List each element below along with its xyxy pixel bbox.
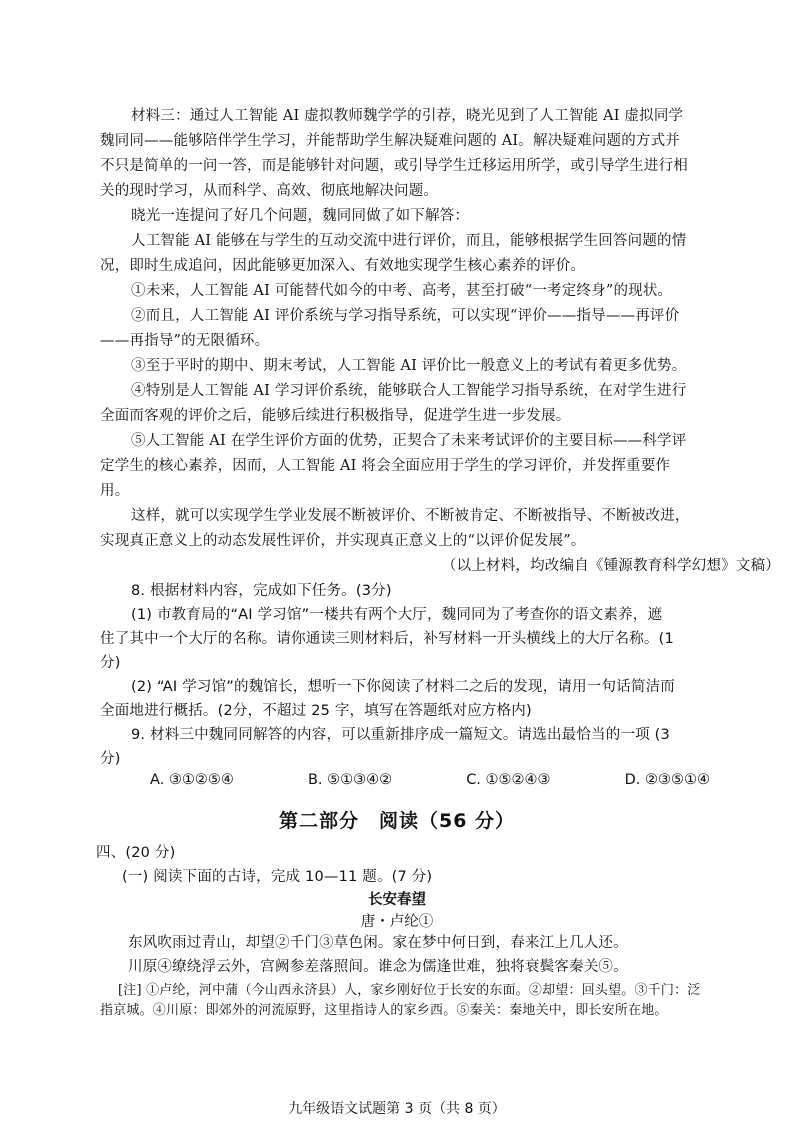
answer-item-4: 全面而客观的评价之后，能够后续进行积极指导，促进学生进一步发展。 — [100, 408, 571, 424]
poem-note: 指京城。④川原：即郊外的河流原野，这里指诗人的家乡西。⑤秦关：秦地关中，即长安所在地。 — [100, 1003, 668, 1018]
question-8-sub1: 住了其中一个大厅的名称。请你通读三则材料后，补写材料一开头横线上的大厅名称。(1 — [100, 631, 674, 647]
question-8-sub1: (1) 市教育局的“AI 学习馆”一楼共有两个大厅，魏同同为了考查你的语文素养，遮 — [131, 607, 663, 623]
option-b: B. ⑤①③④② — [307, 772, 393, 788]
material3-line: 材料三：通过人工智能 AI 虚拟教师魏学学的引荐，晓光见到了人工智能 AI 虚拟同学 — [131, 108, 684, 124]
poem-title: 长安春望 — [368, 892, 426, 908]
section-4-heading: 四、(20 分) — [96, 845, 176, 861]
poem-line: 东风吹雨过青山，却望②千门③草色闲。家在梦中何日到，春来江上几人还。 — [128, 935, 628, 951]
answer-item-4: ④特别是人工智能 AI 学习评价系统，能够联合人工智能学习指导系统，在对学生进行 — [131, 383, 687, 399]
answer-item-3: ③至于平时的期中、期末考试，人工智能 AI 评价比一般意义上的考试有着更多优势。 — [131, 358, 687, 374]
answer-item-5: 定学生的核心素养，因而，人工智能 AI 将会全面应用于学生的学习评价，并发挥重要作 — [100, 458, 671, 474]
material3-line: 关的现时学习，从而科学、高效、彻底地解决问题。 — [100, 183, 439, 199]
material3-line: 况，即时生成追问，因此能够更加深入、有效地实现学生核心素养的评价。 — [100, 258, 586, 274]
material3-line: 晓光一连提问了好几个问题，魏同同做了如下解答： — [131, 208, 470, 224]
answer-item-2: ②而且，人工智能 AI 评价系统与学习指导系统，可以实现“评价——指导——再评价 — [131, 308, 680, 324]
page-footer: 九年级语文试题第 3 页（共 8 页） — [288, 1101, 506, 1117]
question-8-sub2: 全面地进行概括。(2分，不超过 25 字，填写在答题纸对应方格内) — [100, 703, 532, 719]
section-4-subheading: (一) 阅读下面的古诗，完成 10—11 题。(7 分) — [122, 869, 433, 885]
poem-note: [注] ①卢纶，河中蒲（今山西永济县）人，家乡刚好位于长安的东面。②却望：回头望。③千门：泛 — [118, 983, 701, 998]
material3-line: 魏同同——能够陪伴学生学习，并能帮助学生解决疑难问题的 AI。解决疑难问题的方式并 — [100, 133, 681, 149]
answer-item-1: ①未来，人工智能 AI 可能替代如今的中考、高考，甚至打破“一考定终身”的现状。 — [131, 283, 673, 299]
source-citation: （以上材料，均改编自《锺源教育科学幻想》文稿） — [441, 558, 780, 574]
question-8-sub1: 分) — [100, 655, 121, 671]
question-9-stem: 分) — [100, 751, 121, 767]
material3-line: 不只是简单的一问一答，而是能够针对问题，或引导学生迁移运用所学，或引导学生进行相 — [100, 158, 688, 174]
answer-item-2: ——再指导”的无限循环。 — [100, 333, 270, 349]
option-c: C. ①⑤②④③ — [466, 772, 551, 788]
answer-item-5: ⑤人工智能 AI 在学生评价方面的优势，正契合了未来考试评价的主要目标——科学评 — [131, 433, 687, 449]
answer-item-5: 用。 — [100, 483, 130, 499]
question-8-stem: 8. 根据材料内容，完成如下任务。(3分) — [131, 583, 392, 599]
question-9-options — [150, 772, 710, 788]
question-9-stem: 9. 材料三中魏同同解答的内容，可以重新排序成一篇短文。请选出最恰当的一项 (3 — [131, 727, 670, 743]
material3-line: 人工智能 AI 能够在与学生的互动交流中进行评价，而且，能够根据学生回答问题的情 — [131, 233, 687, 249]
part-2-title: 第二部分 阅读（56 分） — [278, 810, 516, 832]
poem-line: 川原④缭绕浮云外，宫阙参差落照间。谁念为儒逢世难，独将衰鬓客秦关⑤。 — [128, 959, 628, 975]
question-8-sub2: (2) “AI 学习馆”的魏馆长，想听一下你阅读了材料二之后的发现，请用一句话简洁而 — [131, 679, 676, 695]
option-d: D. ②③⑤①④ — [624, 772, 710, 788]
poem-author: 唐・卢纶① — [360, 914, 434, 930]
material3-line: 这样，就可以实现学生学业发展不断被评价、不断被肯定、不断被指导、不断被改进， — [131, 508, 690, 524]
option-a: A. ③①②⑤④ — [150, 772, 234, 788]
material3-line: 实现真正意义上的动态发展性评价，并实现真正意义上的“以评价促发展”。 — [100, 533, 586, 549]
